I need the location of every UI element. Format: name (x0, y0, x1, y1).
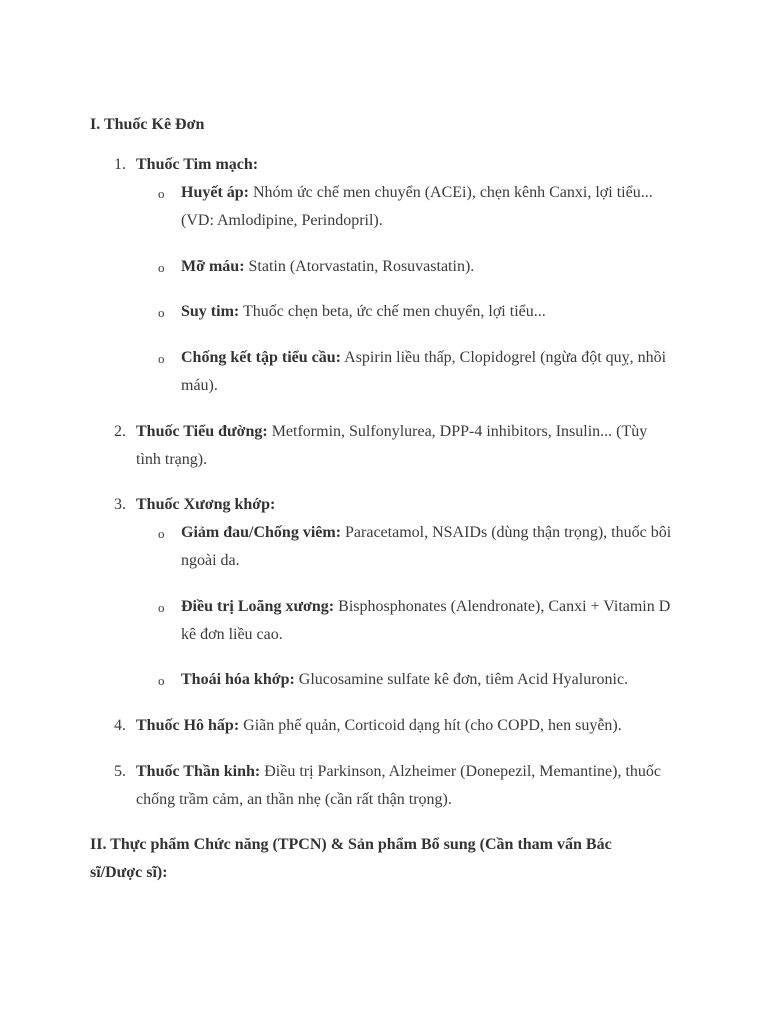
list-item-label: Thuốc Tiểu đường: (136, 423, 268, 440)
list-item-text (136, 491, 676, 519)
sub-item-label: Điều trị Loãng xương: (181, 598, 335, 615)
list-number: 3. (114, 496, 126, 513)
sub-item-body: Paracetamol, NSAIDs (dùng thận trọng), thuốc bôi ngoài da. (181, 524, 672, 569)
sub-item-body: Bisphosphonates (Alendronate), Canxi + Vitamin D kê đơn liều cao. (181, 598, 671, 643)
sub-item-label: Huyết áp: (181, 184, 249, 201)
sub-item-label: Mỡ máu: (181, 258, 245, 275)
sub-item-label: Chống kết tập tiểu cầu: (181, 349, 342, 366)
bullet-icon: o (158, 305, 165, 320)
list-number: 1. (114, 156, 126, 173)
list-item-body: Giãn phế quản, Corticoid dạng hít (cho COPD, hen suyễn). (239, 717, 622, 734)
sub-item-body: Thuốc chẹn beta, ức chế men chuyển, lợi tiểu... (239, 303, 546, 320)
bullet-icon: o (158, 673, 165, 688)
section-heading-supplements: II. Thực phẩm Chức năng (TPCN) & Sản phẩm Bổ sung (Cần tham vấn Bác sĩ/Dược sĩ): (90, 836, 612, 881)
bullet-icon: o (158, 526, 165, 541)
bullet-icon: o (158, 260, 165, 275)
bullet-icon: o (158, 600, 165, 615)
sub-item-label: Giảm đau/Chống viêm: (181, 524, 342, 541)
list-item-text (136, 418, 676, 474)
list-item-body: Metformin, Sulfonylurea, DPP-4 inhibitors, Insulin... (Tùy tình trạng). (136, 423, 648, 468)
sub-item-body: Glucosamine sulfate kê đơn, tiêm Acid Hyaluronic. (294, 671, 629, 688)
list-item-label: Thuốc Thần kinh: (136, 763, 261, 780)
list-number: 4. (114, 717, 126, 734)
sub-item-body: Statin (Atorvastatin, Rosuvastatin). (244, 258, 475, 275)
list-item-body: Điều trị Parkinson, Alzheimer (Donepezil, Memantine), thuốc chống trầm cảm, an thần nhẹ (cần rất thận trọng). (136, 763, 661, 808)
section-heading-prescription-drugs: I. Thuốc Kê Đơn (90, 116, 205, 133)
bullet-icon: o (158, 351, 165, 366)
sub-item-body: Nhóm ức chế men chuyển (ACEi), chẹn kênh Canxi, lợi tiểu... (VD: Amlodipine, Perindopril). (181, 184, 653, 229)
sub-item-label: Thoái hóa khớp: (181, 671, 295, 688)
sub-item-text (181, 179, 681, 235)
sub-item-text (181, 253, 681, 281)
list-item-label: Thuốc Hô hấp: (136, 717, 240, 734)
sub-item-text (181, 298, 681, 326)
list-item-label: Thuốc Xương khớp: (136, 496, 276, 513)
list-number: 2. (114, 423, 126, 440)
list-number: 5. (114, 763, 126, 780)
sub-item-label: Suy tim: (181, 303, 240, 320)
sub-item-text (181, 593, 681, 649)
list-item-text (136, 151, 676, 179)
sub-item-text (181, 344, 681, 400)
list-item-text (136, 712, 676, 740)
list-item-label: Thuốc Tim mạch: (136, 156, 259, 173)
sub-item-body: Aspirin liều thấp, Clopidogrel (ngừa đột quỵ, nhồi máu). (181, 349, 667, 394)
list-item-text (136, 758, 676, 814)
sub-item-text (181, 666, 681, 694)
bullet-icon: o (158, 186, 165, 201)
sub-item-text (181, 519, 681, 575)
